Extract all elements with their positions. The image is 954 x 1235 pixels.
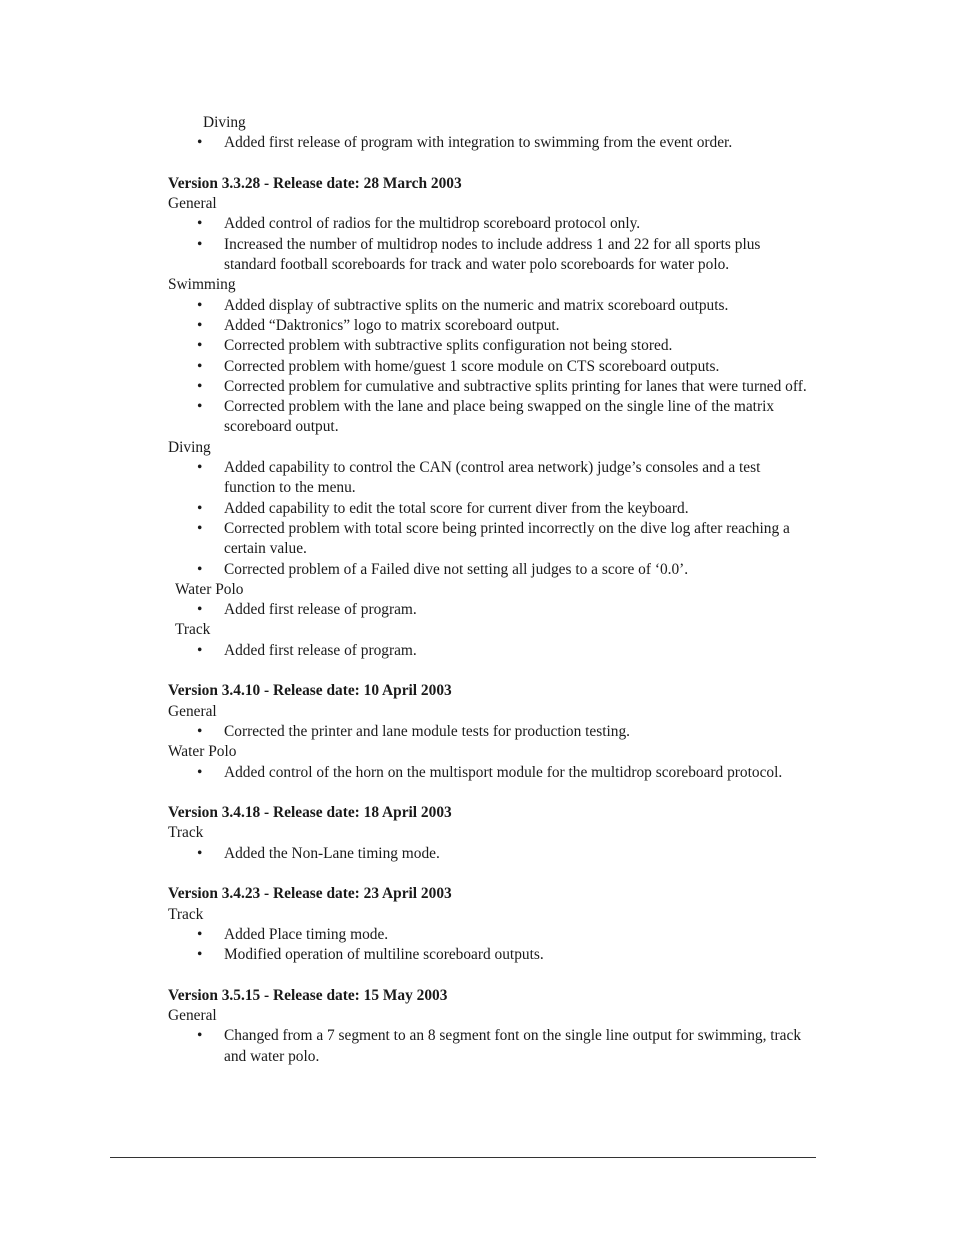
list-item: • Modified operation of multiline scoreboard outputs. (168, 945, 808, 965)
version-heading: Version 3.4.23 - Release date: 23 April 2003 (168, 885, 452, 903)
category-label: Track (168, 905, 204, 923)
list-item: • Increased the number of multidrop nodes to include address 1 and 22 for all sports plus standard football scoreboards for track and water polo scoreboards for water polo. (197, 235, 761, 274)
bullet-icon: • (197, 641, 203, 659)
version-heading: Version 3.3.28 - Release date: 28 March 2003 (168, 174, 462, 192)
category-label: General (168, 1007, 217, 1025)
list-item: • Added first release of program. (168, 600, 808, 620)
list-item: • Corrected problem with home/guest 1 score module on CTS scoreboard outputs. (168, 357, 808, 377)
bullet-icon: • (197, 357, 203, 375)
bullet-icon: • (197, 398, 203, 416)
bullet-list (168, 1026, 808, 1067)
bullet-icon: • (197, 925, 203, 943)
list-item: • Added control of radios for the multidrop scoreboard protocol only. (168, 214, 808, 234)
version-section (168, 803, 808, 864)
bullet-list (168, 722, 808, 742)
footer-divider (110, 1157, 816, 1158)
list-item: • Corrected problem with total score being printed incorrectly on the dive log after reaching a certain value. (197, 519, 790, 558)
list-item: • Added Place timing mode. (168, 925, 808, 945)
list-item: • Corrected problem with subtractive splits configuration not being stored. (168, 336, 808, 356)
list-item: • Added capability to control the CAN (control area network) judge’s consoles and a test function to the menu. (197, 459, 761, 497)
bullet-icon: • (197, 377, 203, 395)
version-section (168, 884, 808, 965)
bullet-list (168, 296, 808, 438)
list-item: • Added “Daktronics” logo to matrix scoreboard output. (168, 316, 808, 336)
bullet-icon: • (197, 337, 203, 355)
bullet-list (168, 844, 808, 864)
bullet-list (168, 133, 808, 153)
category-label: General (168, 195, 217, 213)
bullet-list (168, 458, 808, 580)
bullet-icon: • (197, 946, 203, 964)
category-label: General (168, 702, 217, 720)
bullet-icon: • (197, 1027, 203, 1045)
version-section (168, 986, 808, 1067)
list-item: • Added first release of program. (168, 641, 808, 661)
bullet-icon: • (197, 316, 203, 334)
category-label: Diving (168, 438, 211, 456)
bullet-icon: • (197, 763, 203, 781)
version-heading: Version 3.4.10 - Release date: 10 April 2003 (168, 682, 452, 700)
list-item: • Added capability to edit the total score for current diver from the keyboard. (168, 499, 808, 519)
bullet-icon: • (197, 560, 203, 578)
bullet-icon: • (197, 235, 203, 253)
category-label: Water Polo (175, 580, 244, 598)
release-notes (168, 113, 808, 1067)
list-item: • Corrected problem for cumulative and subtractive splits printing for lanes that were turned off. (168, 377, 808, 397)
bullet-list (168, 763, 808, 783)
bullet-icon: • (197, 296, 203, 314)
category-label: Swimming (168, 276, 236, 294)
category-label: Diving (203, 114, 246, 131)
bullet-list (168, 925, 808, 966)
list-item: • Added first release of program with integration to swimming from the event order. (168, 133, 808, 153)
bullet-icon: • (197, 215, 203, 233)
bullet-list (168, 641, 808, 661)
version-section (168, 681, 808, 782)
category-label: Track (168, 824, 204, 842)
list-item: • Added control of the horn on the multisport module for the multidrop scoreboard protocol. (168, 763, 808, 783)
list-item: • Corrected problem with the lane and place being swapped on the single line of the matrix scoreboard output. (197, 398, 775, 436)
bullet-icon: • (197, 601, 203, 619)
category-label: Track (175, 621, 211, 639)
bullet-icon: • (197, 519, 203, 537)
list-item: • Corrected the printer and lane module tests for production testing. (168, 722, 808, 742)
bullet-icon: • (197, 459, 203, 477)
bullet-list (168, 600, 808, 620)
version-heading: Version 3.4.18 - Release date: 18 April 2003 (168, 804, 452, 822)
category-label: Water Polo (168, 743, 237, 761)
list-item: • Added the Non-Lane timing mode. (168, 844, 808, 864)
bullet-icon: • (197, 844, 203, 862)
bullet-icon: • (197, 499, 203, 517)
version-heading: Version 3.5.15 - Release date: 15 May 2003 (168, 986, 448, 1004)
list-item: • Corrected problem of a Failed dive not setting all judges to a score of ‘0.0’. (168, 560, 808, 580)
version-section (168, 174, 808, 661)
list-item: • Added display of subtractive splits on the numeric and matrix scoreboard outputs. (168, 296, 808, 316)
continued-section (168, 113, 808, 154)
bullet-icon: • (197, 722, 203, 740)
list-item: • Changed from a 7 segment to an 8 segment font on the single line output for swimming, track and water polo. (197, 1027, 802, 1065)
bullet-icon: • (197, 134, 203, 152)
bullet-list (168, 214, 808, 275)
